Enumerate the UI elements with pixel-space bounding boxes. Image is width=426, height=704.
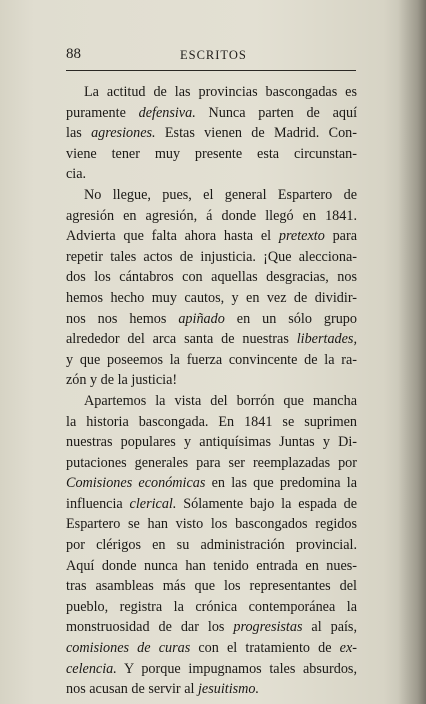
text-segment: y que poseemos la fuerza convincente de la ra-	[66, 351, 357, 368]
text-segment: monstruosidad de dar los	[66, 619, 234, 636]
text-segment: por clérigos en su administración provincial.	[66, 537, 357, 554]
text-segment: nos nos hemos	[66, 310, 179, 327]
text-segment: con el tratamiento de	[190, 640, 340, 657]
italic-text: celencia.	[66, 660, 117, 677]
text-line	[66, 288, 357, 309]
text-line	[66, 453, 357, 474]
text-segment: pueblo, registra la crónica contemporánea la	[66, 598, 357, 615]
italic-text: libertades,	[296, 331, 357, 348]
text-segment: No llegue, pues, el general Espartero de	[84, 186, 357, 203]
text-line	[66, 576, 357, 597]
text-segment: nos acusan de servir al	[66, 681, 198, 698]
text-line	[66, 164, 357, 185]
text-line	[66, 206, 357, 227]
text-segment: zón y de la justicia!	[66, 372, 178, 389]
page-edge-shadow	[398, 0, 426, 704]
text-segment: Nunca parten de aquí	[195, 104, 357, 121]
text-segment: en un sólo grupo	[224, 310, 357, 327]
text-line	[66, 556, 357, 577]
text-line	[66, 185, 357, 206]
italic-text: agresiones.	[91, 125, 156, 142]
text-line	[66, 350, 357, 371]
text-line	[66, 597, 357, 618]
page-number: 88	[66, 46, 81, 62]
text-line	[66, 659, 357, 680]
text-line	[66, 617, 357, 638]
text-segment: viene tener muy presente esta circunstan-	[66, 145, 357, 162]
text-segment: dos los cántabros con aquellas desgracias, nos	[66, 269, 357, 286]
body-text	[66, 82, 357, 700]
italic-text: Comisiones económicas	[66, 475, 206, 492]
italic-text: defensiva.	[138, 104, 196, 121]
italic-text: jesuitismo.	[197, 681, 260, 698]
text-segment: hemos hecho muy cautos, y en vez de dividir-	[66, 289, 357, 306]
text-segment: para	[324, 228, 357, 245]
italic-text: apiñado	[178, 310, 225, 327]
text-line	[66, 82, 357, 103]
italic-text: comisiones de curas	[66, 640, 191, 657]
text-segment: repetir tales actos de injusticia. ¡Que alecciona-	[66, 248, 357, 265]
text-line	[66, 514, 357, 535]
text-line	[66, 103, 357, 124]
italic-text: progresistas	[233, 619, 303, 636]
text-line	[66, 679, 357, 700]
text-segment: Apartemos la vista del borrón que mancha	[84, 392, 357, 409]
header-rule	[66, 70, 356, 71]
italic-text: clerical.	[129, 495, 177, 512]
text-line	[66, 432, 357, 453]
text-segment: en las que predomina la	[205, 475, 357, 492]
text-segment: La actitud de las provincias bascongadas es	[84, 84, 357, 100]
text-segment: puramente	[66, 104, 139, 121]
page-header	[66, 46, 356, 68]
text-segment: cia.	[66, 166, 87, 183]
text-segment: putaciones generales para ser reemplazadas por	[66, 454, 357, 471]
text-segment: influencia	[66, 495, 130, 512]
text-line	[66, 329, 357, 350]
text-line	[66, 494, 357, 515]
text-line	[66, 247, 357, 268]
text-segment: agresión en agresión, á donde llegó en 1841.	[66, 207, 357, 224]
text-segment: Estas vienen de Madrid. Con-	[155, 125, 357, 142]
text-line	[66, 309, 357, 330]
text-line	[66, 144, 357, 165]
text-segment: Advierta que falta ahora hasta el	[66, 228, 279, 245]
italic-text: pretexto	[278, 228, 325, 245]
text-segment: Sólamente bajo la espada de	[176, 495, 357, 512]
text-line	[66, 267, 357, 288]
running-head: ESCRITOS	[180, 48, 247, 62]
text-segment: las	[66, 125, 92, 142]
text-segment: nuestras populares y antiquísimas Juntas y Di-	[66, 434, 357, 451]
text-segment: Aquí donde nunca han tenido entrada en nues-	[66, 557, 357, 574]
text-line	[66, 370, 357, 391]
text-line	[66, 473, 357, 494]
text-segment: Y porque impugnamos tales absurdos,	[116, 660, 357, 677]
text-segment: alrededor del arca santa de nuestras	[66, 331, 297, 348]
text-line	[66, 391, 357, 412]
italic-text: ex-	[339, 640, 357, 657]
text-line	[66, 535, 357, 556]
text-segment: al país,	[302, 619, 357, 636]
text-segment: la historia bascongada. En 1841 se suprimen	[66, 413, 357, 430]
text-line	[66, 123, 357, 144]
text-segment: Espartero se han visto los bascongados regidos	[66, 516, 357, 533]
text-line	[66, 412, 357, 433]
text-line	[66, 226, 357, 247]
text-line	[66, 638, 357, 659]
text-segment: tras asambleas más que los representantes del	[66, 578, 357, 595]
